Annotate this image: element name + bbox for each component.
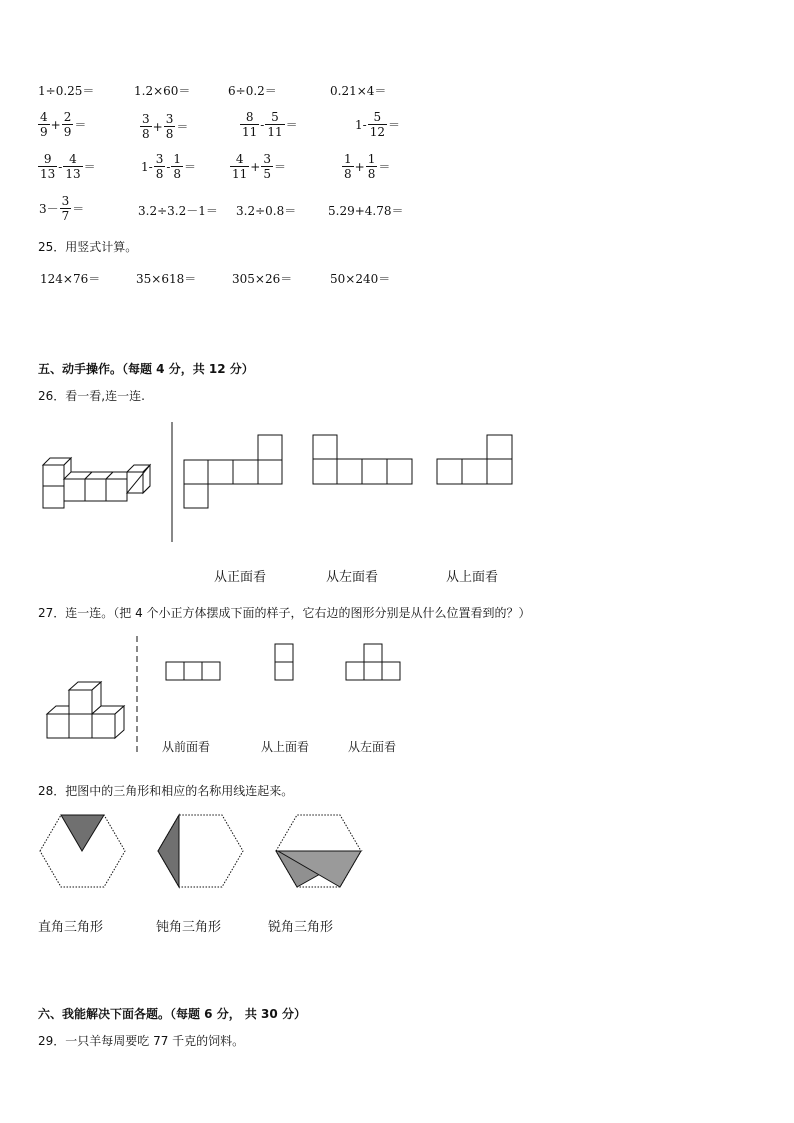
q29-title: 29．一只羊每周要吃 77 千克的饲料。 <box>38 1034 245 1048</box>
section5-title: 五、动手操作。（每题 4 分，共 12 分） <box>38 362 254 376</box>
q26-view-top <box>437 435 512 484</box>
q26-figure <box>0 418 794 598</box>
calc-3-4: $\frac{1}{8}$ + $\frac{1}{8}$ ＝ <box>344 152 391 181</box>
q25-item-1: 124×76＝ <box>40 272 101 286</box>
section6-title: 六、我能解决下面各题。（每题 6 分， 共 30 分） <box>38 1007 306 1021</box>
calc-4-4: 5.29+4.78＝ <box>328 204 404 218</box>
q26-cube-solid <box>43 458 150 508</box>
q28-label-acute: 锐角三角形 <box>268 920 334 935</box>
q26-view-left <box>313 435 412 484</box>
calc-2-3: $\frac{8}{11}$ - $\frac{5}{11}$ ＝ <box>242 110 298 139</box>
calc-3-1: $\frac{9}{13}$ - $\frac{4}{13}$ ＝ <box>40 152 96 181</box>
q27-label-top: 从上面看 <box>261 740 310 754</box>
q27-view-left <box>346 644 400 680</box>
q26-label-front: 从正面看 <box>214 570 267 585</box>
q26-title: 26．看一看,连一连. <box>38 389 145 403</box>
calc-4-3: 3.2÷0.8＝ <box>236 204 297 218</box>
calc-2-4: 1- $\frac{5}{12}$ ＝ <box>355 110 400 139</box>
q25-item-3: 305×26＝ <box>232 272 293 286</box>
calc-1-1: 1÷0.25＝ <box>38 84 95 98</box>
q25-item-4: 50×240＝ <box>330 272 391 286</box>
q27-label-front: 从前面看 <box>162 740 211 754</box>
q28-title: 28．把图中的三角形和相应的名称用线连起来。 <box>38 784 294 798</box>
q26-view-front <box>184 435 282 508</box>
q25-item-2: 35×618＝ <box>136 272 197 286</box>
calc-1-3: 6÷0.2＝ <box>228 84 277 98</box>
calc-2-1: $\frac{4}{9}$ + $\frac{2}{9}$ ＝ <box>40 110 87 139</box>
q28-figure <box>0 805 794 915</box>
calc-4-2: 3.2÷3.2－1＝ <box>138 204 218 218</box>
q28-label-obtuse: 钝角三角形 <box>156 920 222 935</box>
q28-triangle-obtuse <box>158 815 179 887</box>
q27-cube-solid <box>47 682 124 738</box>
calc-4-1: 3－ $\frac{3}{7}$ ＝ <box>39 194 85 223</box>
q27-figure <box>0 630 794 760</box>
q25-title: 25．用竖式计算。 <box>38 240 138 254</box>
calc-3-2: 1- $\frac{3}{8}$ - $\frac{1}{8}$ ＝ <box>141 152 197 181</box>
q27-view-top <box>275 644 293 680</box>
q28-triangle-acute <box>61 815 104 851</box>
q26-label-top: 从上面看 <box>446 570 499 585</box>
q27-title: 27．连一连。（把 4 个小正方体摆成下面的样子，它右边的图形分别是从什么位置看到的？） <box>38 606 531 620</box>
q26-label-left: 从左面看 <box>326 570 379 585</box>
calc-1-4: 0.21×4＝ <box>330 84 387 98</box>
calc-1-2: 1.2×60＝ <box>134 84 191 98</box>
calc-2-2: $\frac{3}{8}$ + $\frac{3}{8}$ ＝ <box>142 112 189 141</box>
q27-label-left: 从左面看 <box>348 740 397 754</box>
calc-3-3: $\frac{4}{11}$ + $\frac{3}{5}$ ＝ <box>232 152 286 181</box>
q27-view-front <box>166 662 220 680</box>
q28-label-right: 直角三角形 <box>38 920 104 935</box>
